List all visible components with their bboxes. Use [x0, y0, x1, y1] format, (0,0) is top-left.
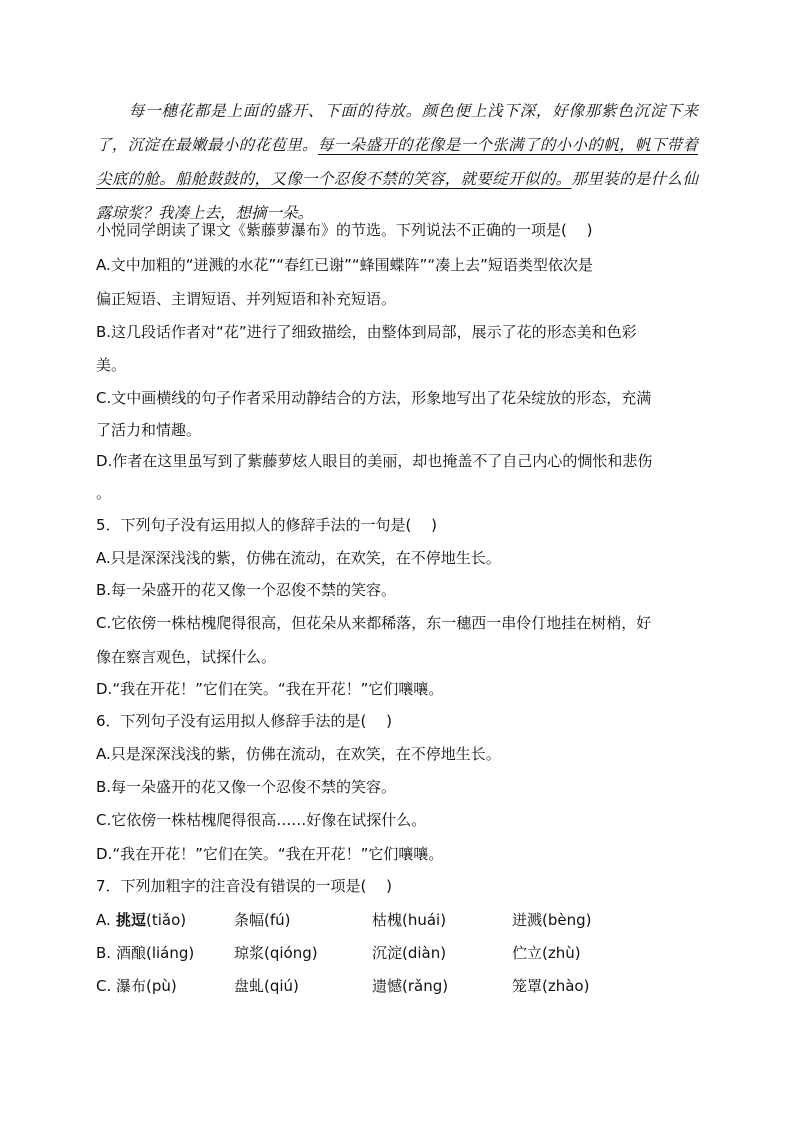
question-4-option-a: A.文中加粗的“迸溅的水花”“春红已谢”“蜂围蝶阵”“凑上去”短语类型依次是 — [96, 256, 593, 274]
question-4-stem: 小悦同学朗读了课文《紫藤萝瀑布》的节选。下列说法不正确的一项是( ) — [96, 221, 593, 239]
row-c-item-3: 遗憾(rǎng) — [372, 977, 449, 995]
passage-text-2: 那里装的是什么仙露琼浆？我凑上去，想摘一朵。 — [96, 171, 698, 222]
row-c-label: C. — [96, 977, 112, 995]
question-7-row-c — [96, 969, 700, 1003]
row-c-item-2: 盘虬(qiú) — [234, 977, 299, 995]
question-7-row-a — [96, 903, 700, 937]
question-6-option-d: D.“我在开花！”它们在笑。“我在开花！”它们嚷嚷。 — [96, 845, 444, 863]
question-5-option-c: C.它依傍一株枯槐爬得很高，但花朵从来都稀落，东一穗西一串伶仃地挂在树梢，好 — [96, 614, 652, 632]
row-b-label: B. — [96, 944, 112, 962]
question-6-option-b: B.每一朵盛开的花又像一个忍俊不禁的笑容。 — [96, 778, 397, 796]
question-4-option-a-cont: 偏正短语、主谓短语、并列短语和补充短语。 — [96, 290, 397, 308]
row-b-item-4: 伫立(zhù) — [512, 944, 581, 962]
row-a-item-2: 条幅(fú) — [234, 911, 291, 929]
question-4-option-d: D.作者在这里虽写到了紫藤萝炫人眼目的美丽，却也掩盖不了自己内心的惆怅和悲伤 — [96, 452, 653, 470]
question-4-option-b: B.这几段话作者对“花”进行了细致描绘，由整体到局部，展示了花的形态美和色彩 — [96, 323, 637, 341]
question-6-option-a: A.只是深深浅浅的紫，仿佛在流动，在欢笑，在不停地生长。 — [96, 745, 501, 763]
question-4-option-b-cont: 美。 — [96, 356, 127, 374]
question-5-option-d: D.“我在开花！”它们在笑。“我在开花！”它们嚷嚷。 — [96, 680, 444, 698]
bold-char: 挑逗 — [116, 911, 147, 929]
question-6-option-c: C.它依傍一株枯槐爬得很高……好像在试探什么。 — [96, 811, 427, 829]
question-4-option-c-cont: 了活力和情趣。 — [96, 421, 202, 439]
question-7-stem: 7．下列加粗字的注音没有错误的一项是( ) — [96, 877, 393, 895]
question-5-option-a: A.只是深深浅浅的紫，仿佛在流动，在欢笑，在不停地生长。 — [96, 549, 501, 567]
row-b-item-1: 酒酿(liáng) — [116, 944, 195, 962]
row-c-item-4: 笼罩(zhào) — [512, 977, 590, 995]
passage-underlined-sentence: 每一朵盛开的花像是一个张满了的小小的帆，帆下带着尖底的舱。船舱鼓鼓的，又像一个忍俊不禁的笑容，就要绽开似的。 — [96, 137, 698, 188]
passage-text-1: 每一穗花都是上面的盛开、下面的待放。颜色便上浅下深，好像那紫色沉淀下来了，沉淀在最嫩最小的花苞里。 — [96, 103, 698, 154]
question-7-row-b — [96, 936, 700, 970]
row-a-label: A. — [96, 911, 111, 929]
row-c-item-1: 瀑布(pù) — [116, 977, 177, 995]
question-5-option-b: B.每一朵盛开的花又像一个忍俊不禁的笑容。 — [96, 581, 397, 599]
question-6-stem: 6．下列句子没有运用拟人修辞手法的是( ) — [96, 712, 393, 730]
row-b-item-2: 琼浆(qióng) — [234, 944, 318, 962]
row-a-item-4: 迸溅(bèng) — [512, 911, 592, 929]
row-a-item-3: 枯槐(huái) — [372, 911, 447, 929]
question-4-option-d-cont: 。 — [96, 484, 112, 502]
question-4-option-c: C.文中画横线的句子作者采用动静结合的方法，形象地写出了花朵绽放的形态，充满 — [96, 389, 652, 407]
row-b-item-3: 沉淀(diàn) — [372, 944, 447, 962]
row-a-item-1: 挑逗(tiǎo) — [116, 911, 187, 929]
reading-passage — [96, 95, 698, 231]
question-5-stem: 5．下列句子没有运用拟人的修辞手法的一句是( ) — [96, 516, 438, 534]
question-5-option-c-cont: 像在察言观色，试探什么。 — [96, 648, 277, 666]
